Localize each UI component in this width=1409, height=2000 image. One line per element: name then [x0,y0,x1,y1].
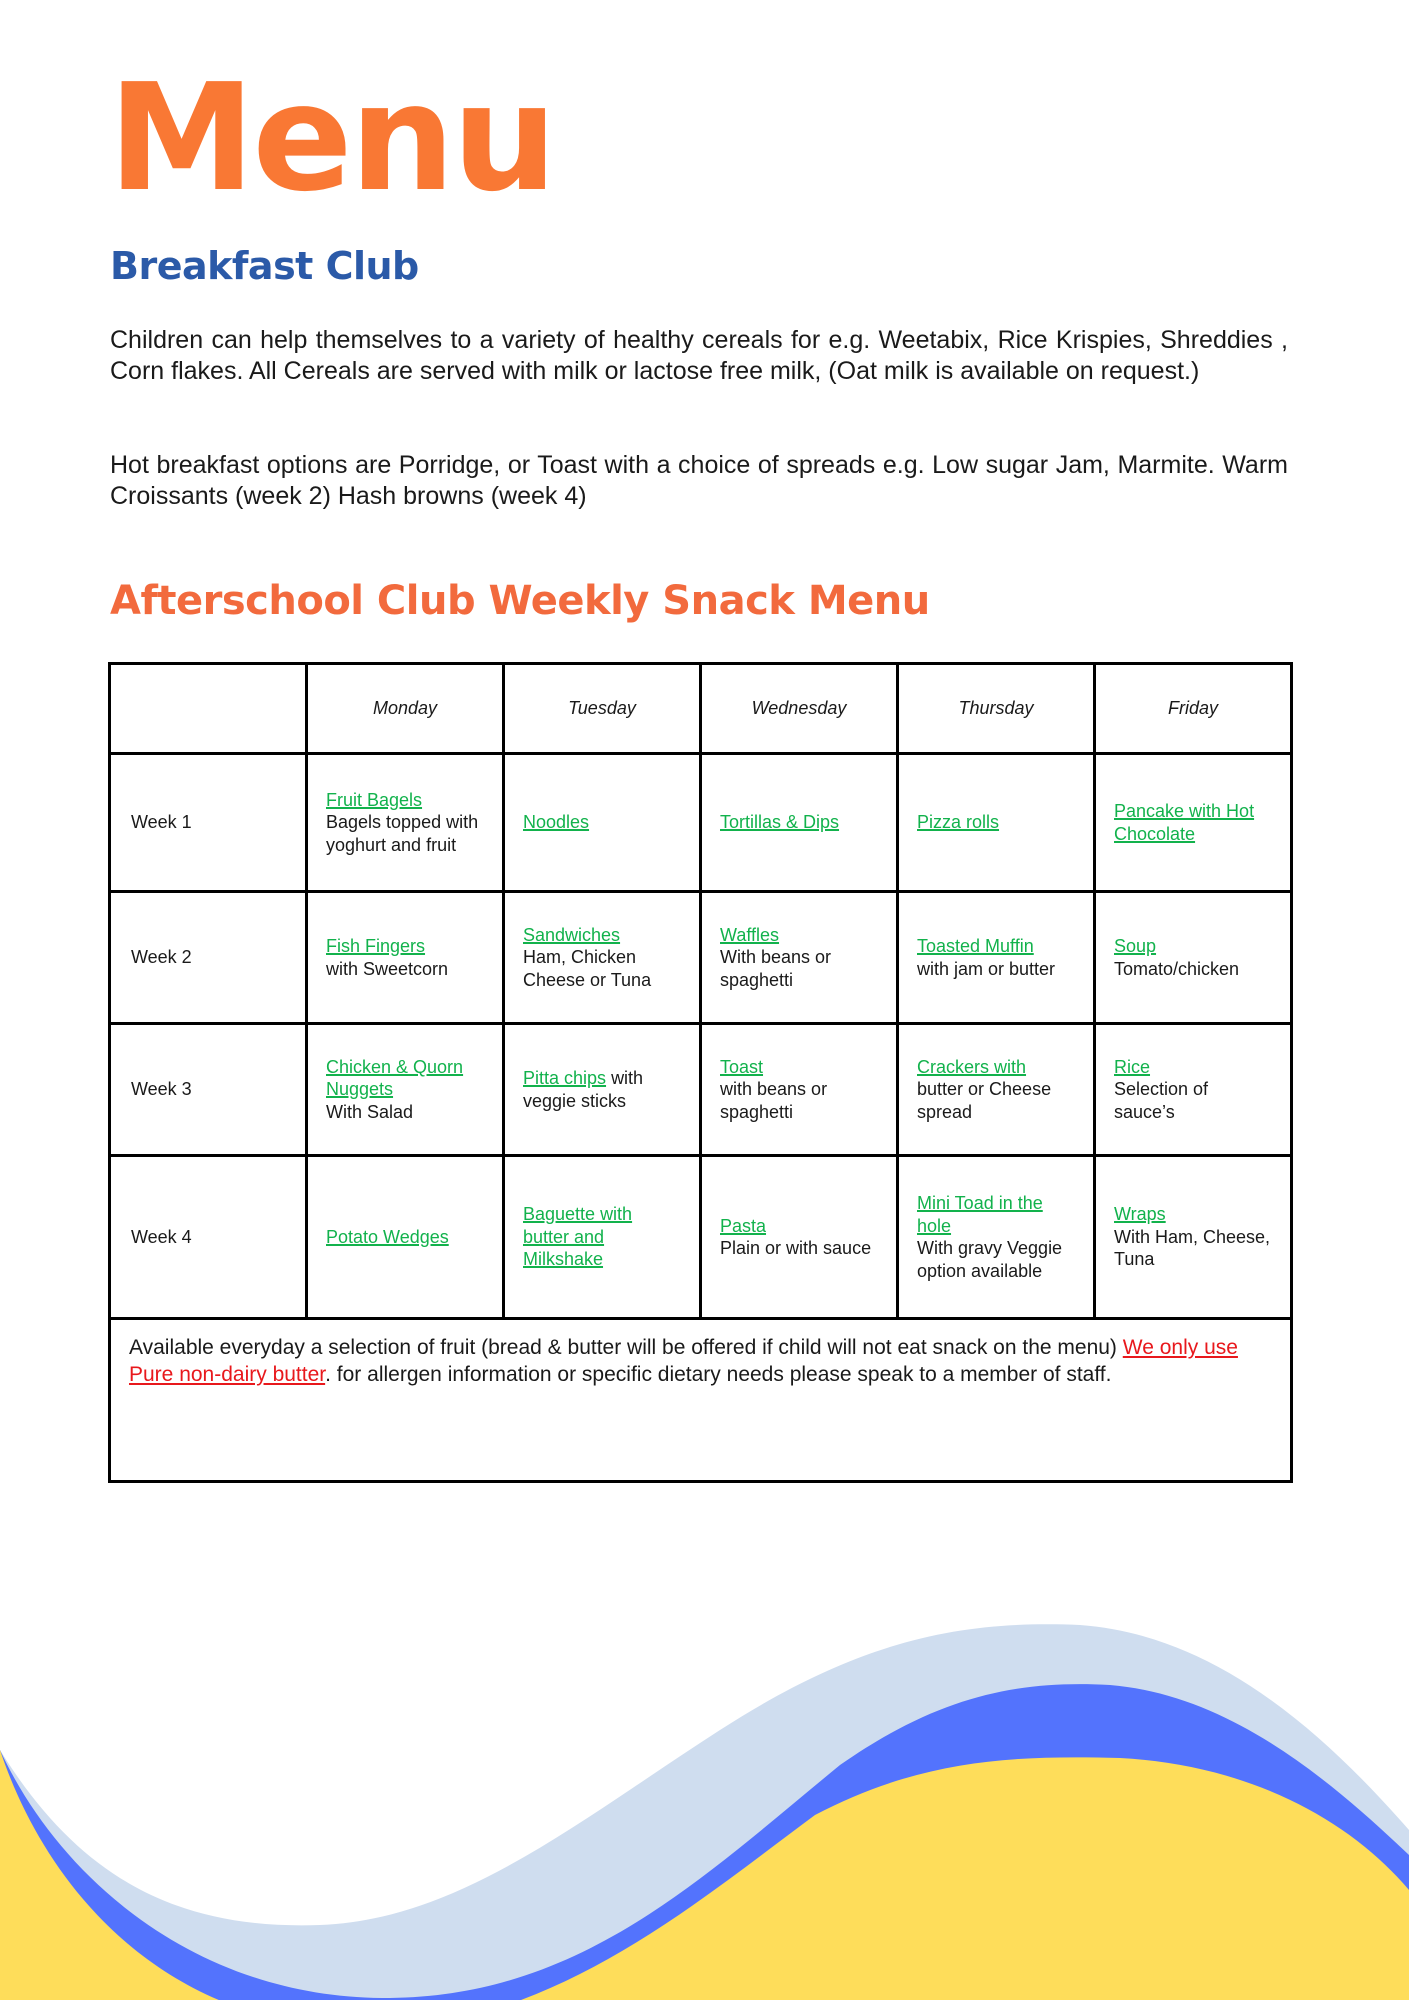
dish-link[interactable]: Pancake with Hot Chocolate [1114,801,1255,844]
dish-description: Tomato/chicken [1114,958,1240,979]
dish-link[interactable]: Waffles [720,924,780,945]
menu-cell [898,754,1095,892]
dish-description: Bagels topped with yoghurt and fruit [326,812,479,855]
menu-cell [898,892,1095,1024]
week-label: Week 4 [110,1156,307,1319]
non-dairy-butter-link[interactable]: We only use Pure non-dairy butter [129,1336,1238,1386]
menu-cell [504,754,701,892]
menu-cell [898,1156,1095,1319]
footer-text-before: Available everyday a selection of fruit (bread & butter will be offered if child will not eat snack on the menu) [129,1336,1123,1359]
dish-link[interactable]: Fruit Bagels [326,789,423,810]
dish-link[interactable]: Soup [1114,936,1157,956]
menu-cell [307,1156,504,1319]
day-header: Wednesday [701,664,898,754]
menu-cell [1095,754,1292,892]
dish-description: With Ham, Cheese, Tuna [1114,1226,1271,1270]
weekly-snack-table [108,662,1293,1483]
dish-description: Plain or with sauce [720,1238,872,1258]
menu-cell [307,892,504,1024]
table-header-row [110,664,1292,754]
menu-cell [307,1024,504,1156]
day-header: Monday [307,664,504,754]
dish-description: Ham, Chicken Cheese or Tuna [523,947,652,990]
dish-link[interactable]: Pitta chips [523,1068,607,1088]
dish-link[interactable]: Crackers with [917,1056,1027,1077]
menu-cell [1095,1156,1292,1319]
footer-note [110,1319,1292,1482]
week-row [110,892,1292,1024]
dish-description: With beans or spaghetti [720,947,832,990]
dish-link[interactable]: Toast [720,1056,764,1077]
dish-link[interactable]: Potato Wedges [326,1226,449,1247]
dish-link[interactable]: Baguette with butter and Milkshake [523,1204,633,1270]
menu-cell [307,754,504,892]
footer-text-after: . for allergen information or specific dietary needs please speak to a member of staff. [325,1363,1112,1386]
afterschool-menu-heading: Afterschool Club Weekly Snack Menu [110,578,930,624]
footer-note-row [110,1319,1292,1482]
breakfast-hot-options-paragraph: Hot breakfast options are Porridge, or Toast with a choice of spreads e.g. Low sugar Jam, Marmite. Warm Croissants (week 2) Hash browns (week 4) [110,451,1288,510]
week-label: Week 3 [110,1024,307,1156]
day-header: Tuesday [504,664,701,754]
dish-link[interactable]: Toasted Muffin [917,936,1034,956]
menu-cell [504,1156,701,1319]
week-label: Week 2 [110,892,307,1024]
menu-cell [504,892,701,1024]
menu-cell [1095,1024,1292,1156]
dish-link[interactable]: Chicken & Quorn Nuggets [326,1056,464,1100]
dish-link[interactable]: Fish Fingers [326,936,426,956]
day-header: Thursday [898,664,1095,754]
menu-cell [701,1024,898,1156]
dish-link[interactable]: Pasta [720,1215,767,1236]
dish-link[interactable]: Tortillas & Dips [720,812,840,833]
dish-description: with jam or butter [917,958,1056,979]
dish-description: butter or Cheese spread [917,1079,1052,1122]
decorative-wave [0,1600,1409,2000]
week-row [110,1024,1292,1156]
breakfast-cereals-paragraph: Children can help themselves to a variety of healthy cereals for e.g. Weetabix, Rice Krispies, Shreddies , Corn flakes. All Cereals are served with milk or lactose free milk, (Oat milk is available on request.) [110,326,1288,385]
day-header: Friday [1095,664,1292,754]
menu-cell [701,754,898,892]
menu-cell [1095,892,1292,1024]
dish-description: With gravy Veggie option available [917,1238,1063,1281]
dish-description: with Sweetcorn [326,958,449,979]
menu-cell [701,1156,898,1319]
week-label: Week 1 [110,754,307,892]
page-title: Menu [108,52,555,224]
dish-link[interactable]: Wraps [1114,1204,1166,1225]
dish-link[interactable]: Noodles [523,812,590,833]
dish-description: with veggie sticks [523,1068,644,1111]
dish-link[interactable]: Pizza rolls [917,812,1000,833]
dish-description: with beans or spaghetti [720,1079,828,1122]
header-corner-cell [110,664,307,754]
dish-link[interactable]: Mini Toad in the hole [917,1193,1043,1236]
menu-cell [701,892,898,1024]
week-row [110,1156,1292,1319]
menu-cell [898,1024,1095,1156]
menu-cell [504,1024,701,1156]
dish-link[interactable]: Sandwiches [523,924,621,945]
breakfast-club-heading: Breakfast Club [110,244,419,288]
week-row [110,754,1292,892]
dish-description: Selection of sauce’s [1114,1079,1209,1122]
dish-link[interactable]: Rice [1114,1056,1151,1077]
dish-description: With Salad [326,1101,414,1122]
